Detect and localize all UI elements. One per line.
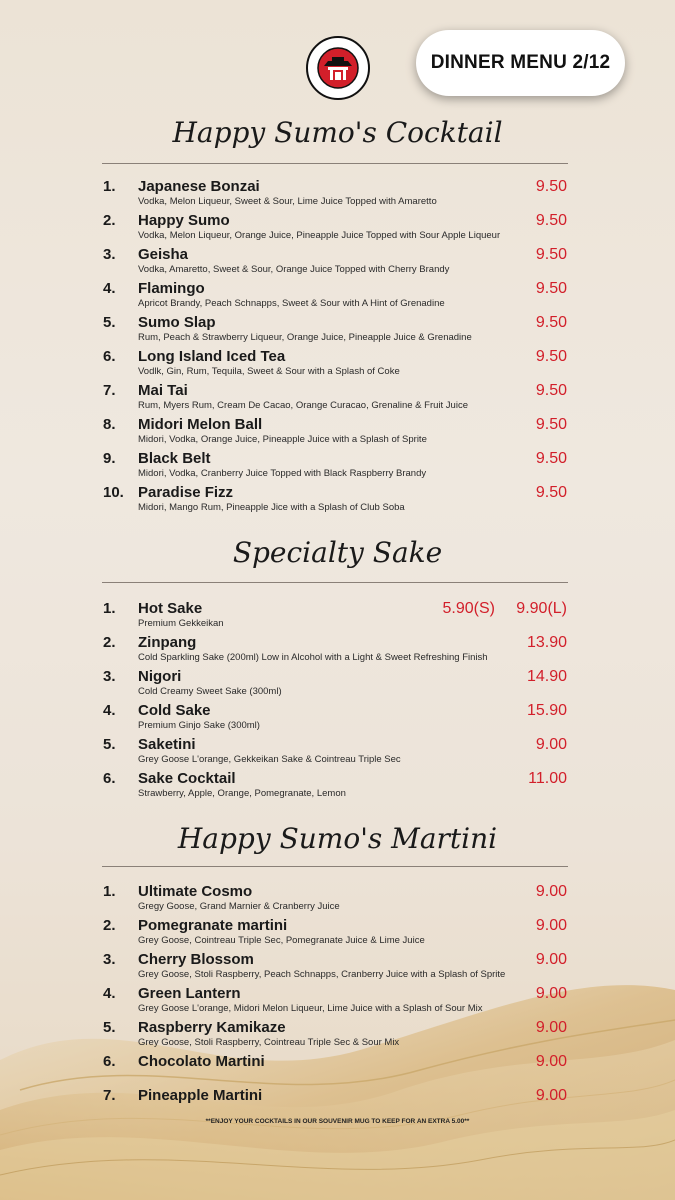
- menu-item: [0, 985, 675, 1019]
- item-name: Japanese Bonzai: [138, 178, 260, 195]
- item-description: Strawberry, Apple, Orange, Pomegranate, Lemon: [138, 788, 346, 799]
- item-description: Midori, Vodka, Cranberry Juice Topped with Black Raspberry Brandy: [138, 468, 427, 479]
- item-number: 10.: [103, 484, 124, 501]
- item-price: 9.50: [535, 246, 567, 263]
- menu-item: [0, 280, 675, 314]
- menu-item: [0, 668, 675, 702]
- item-number: 3.: [103, 246, 116, 263]
- item-number: 2.: [103, 634, 116, 651]
- item-description: Cold Sparkling Sake (200ml) Low in Alcohol with a Light & Sweet Refreshing Finish: [138, 652, 488, 663]
- item-number: 2.: [103, 212, 116, 229]
- menu-item: [0, 770, 675, 804]
- section-divider: [102, 163, 568, 164]
- item-name: Cold Sake: [138, 702, 211, 719]
- menu-item: [0, 178, 675, 212]
- item-name: Sake Cocktail: [138, 770, 236, 787]
- section-title-cocktail: Happy Sumo's Cocktail: [172, 116, 503, 149]
- item-name: Flamingo: [138, 280, 205, 297]
- item-price: 9.50: [535, 178, 567, 195]
- menu-item: [0, 246, 675, 280]
- happy-sumo-house-logo: [306, 36, 370, 100]
- menu-item: [0, 484, 675, 518]
- menu-item: [0, 450, 675, 484]
- item-price: 14.90: [526, 668, 567, 685]
- item-name: Pineapple Martini: [138, 1087, 263, 1104]
- item-name: Midori Melon Ball: [138, 416, 263, 433]
- item-number: 6.: [103, 348, 116, 365]
- item-price: 9.00: [535, 883, 567, 900]
- item-number: 6.: [103, 1053, 116, 1070]
- item-price: 9.00: [535, 1087, 567, 1104]
- menu-item: [0, 917, 675, 951]
- item-price: 15.90: [526, 702, 567, 719]
- item-name: Chocolato Martini: [138, 1053, 265, 1070]
- item-name: Raspberry Kamikaze: [138, 1019, 286, 1036]
- item-name: Long Island Iced Tea: [138, 348, 286, 365]
- menu-item: [0, 736, 675, 770]
- item-name: Hot Sake: [138, 600, 203, 617]
- item-description: Vodlk, Gin, Rum, Tequila, Sweet & Sour with a Splash of Coke: [138, 366, 400, 377]
- item-price: 9.50: [535, 314, 567, 331]
- menu-item: [0, 1087, 675, 1121]
- item-number: 1.: [103, 600, 116, 617]
- section-title-martini: Happy Sumo's Martini: [177, 822, 498, 855]
- item-name: Mai Tai: [138, 382, 188, 399]
- item-price: 9.50: [535, 280, 567, 297]
- item-price: 9.50: [535, 212, 567, 229]
- menu-item: [0, 702, 675, 736]
- menu-item: [0, 416, 675, 450]
- item-price: 9.00: [535, 917, 567, 934]
- menu-item: [0, 883, 675, 917]
- menu-item: [0, 314, 675, 348]
- menu-item: [0, 348, 675, 382]
- item-description: Rum, Myers Rum, Cream De Cacao, Orange Curacao, Grenaline & Fruit Juice: [138, 400, 468, 411]
- item-name: Ultimate Cosmo: [138, 883, 253, 900]
- item-name: Pomegranate martini: [138, 917, 288, 934]
- menu-item: [0, 951, 675, 985]
- item-name: Sumo Slap: [138, 314, 216, 331]
- dinner-menu-page-badge: [416, 30, 625, 96]
- menu-item: [0, 634, 675, 668]
- item-description: Gregy Goose, Grand Marnier & Cranberry Juice: [138, 901, 340, 912]
- menu-item: [0, 1019, 675, 1053]
- item-number: 7.: [103, 1087, 116, 1104]
- item-number: 5.: [103, 314, 116, 331]
- item-name: Geisha: [138, 246, 189, 263]
- item-description: Grey Goose L'orange, Gekkeikan Sake & Cointreau Triple Sec: [138, 754, 401, 765]
- item-number: 7.: [103, 382, 116, 399]
- item-number: 1.: [103, 883, 116, 900]
- item-description: Vodka, Melon Liqueur, Orange Juice, Pineapple Juice Topped with Sour Apple Liqueur: [138, 230, 501, 241]
- item-number: 6.: [103, 770, 116, 787]
- item-name: Saketini: [138, 736, 196, 753]
- menu-item: [0, 1053, 675, 1087]
- item-description: Grey Goose L'orange, Midori Melon Liqueur, Lime Juice with a Splash of Sour Mix: [138, 1003, 483, 1014]
- item-number: 9.: [103, 450, 116, 467]
- item-name: Nigori: [138, 668, 182, 685]
- item-number: 1.: [103, 178, 116, 195]
- item-price: 9.00: [535, 1019, 567, 1036]
- item-price: 9.50: [535, 416, 567, 433]
- item-description: Premium Ginjo Sake (300ml): [138, 720, 260, 731]
- item-number: 8.: [103, 416, 116, 433]
- item-price: 9.50: [535, 348, 567, 365]
- item-description: Cold Creamy Sweet Sake (300ml): [138, 686, 282, 697]
- item-price: 9.00: [535, 1053, 567, 1070]
- item-name: Zinpang: [138, 634, 197, 651]
- item-number: 4.: [103, 280, 116, 297]
- menu-item: [0, 600, 675, 634]
- item-price: 13.90: [526, 634, 567, 651]
- section-divider: [102, 582, 568, 583]
- item-number: 3.: [103, 668, 116, 685]
- item-description: Grey Goose, Stoli Raspberry, Cointreau Triple Sec & Sour Mix: [138, 1037, 400, 1048]
- menu-item: [0, 382, 675, 416]
- item-price-small: 5.90(S): [442, 600, 495, 617]
- item-name: Cherry Blossom: [138, 951, 254, 968]
- item-number: 5.: [103, 736, 116, 753]
- item-number: 5.: [103, 1019, 116, 1036]
- item-description: Rum, Peach & Strawberry Liqueur, Orange Juice, Pineapple Juice & Grenadine: [138, 332, 472, 343]
- item-price: 9.00: [535, 736, 567, 753]
- item-price: 11.00: [528, 770, 567, 787]
- dinner-menu-label: DINNER MENU 2/12: [430, 52, 611, 73]
- souvenir-mug-footnote: **ENJOY YOUR COCKTAILS IN OUR SOUVENIR MUG TO KEEP FOR AN EXTRA 5.00**: [205, 1118, 470, 1125]
- item-description: Vodka, Melon Liqueur, Sweet & Sour, Lime Juice Topped with Amaretto: [138, 196, 437, 207]
- item-name: Paradise Fizz: [138, 484, 234, 501]
- item-description: Midori, Mango Rum, Pineapple Jice with a Splash of Club Soba: [138, 502, 405, 513]
- item-description: Midori, Vodka, Orange Juice, Pineapple Juice with a Splash of Sprite: [138, 434, 427, 445]
- item-price: 9.00: [535, 951, 567, 968]
- item-number: 3.: [103, 951, 116, 968]
- item-price: 9.50: [535, 382, 567, 399]
- item-number: 4.: [103, 702, 116, 719]
- item-number: 4.: [103, 985, 116, 1002]
- item-price: 9.00: [535, 985, 567, 1002]
- item-description: Grey Goose, Cointreau Triple Sec, Pomegranate Juice & Lime Juice: [138, 935, 425, 946]
- item-description: Apricot Brandy, Peach Schnapps, Sweet & Sour with A Hint of Grenadine: [138, 298, 445, 309]
- item-description: Grey Goose, Stoli Raspberry, Peach Schnapps, Cranberry Juice with a Splash of Sprite: [138, 969, 506, 980]
- item-price-large: 9.90(L): [516, 600, 567, 617]
- section-title-sake: Specialty Sake: [232, 536, 443, 569]
- item-price: 9.50: [535, 484, 567, 501]
- item-description: Premium Gekkeikan: [138, 618, 224, 629]
- item-name: Happy Sumo: [138, 212, 230, 229]
- item-number: 2.: [103, 917, 116, 934]
- item-description: Vodka, Amaretto, Sweet & Sour, Orange Juice Topped with Cherry Brandy: [138, 264, 450, 275]
- section-divider: [102, 866, 568, 867]
- item-name: Green Lantern: [138, 985, 241, 1002]
- menu-item: [0, 212, 675, 246]
- item-price: 9.50: [535, 450, 567, 467]
- item-name: Black Belt: [138, 450, 211, 467]
